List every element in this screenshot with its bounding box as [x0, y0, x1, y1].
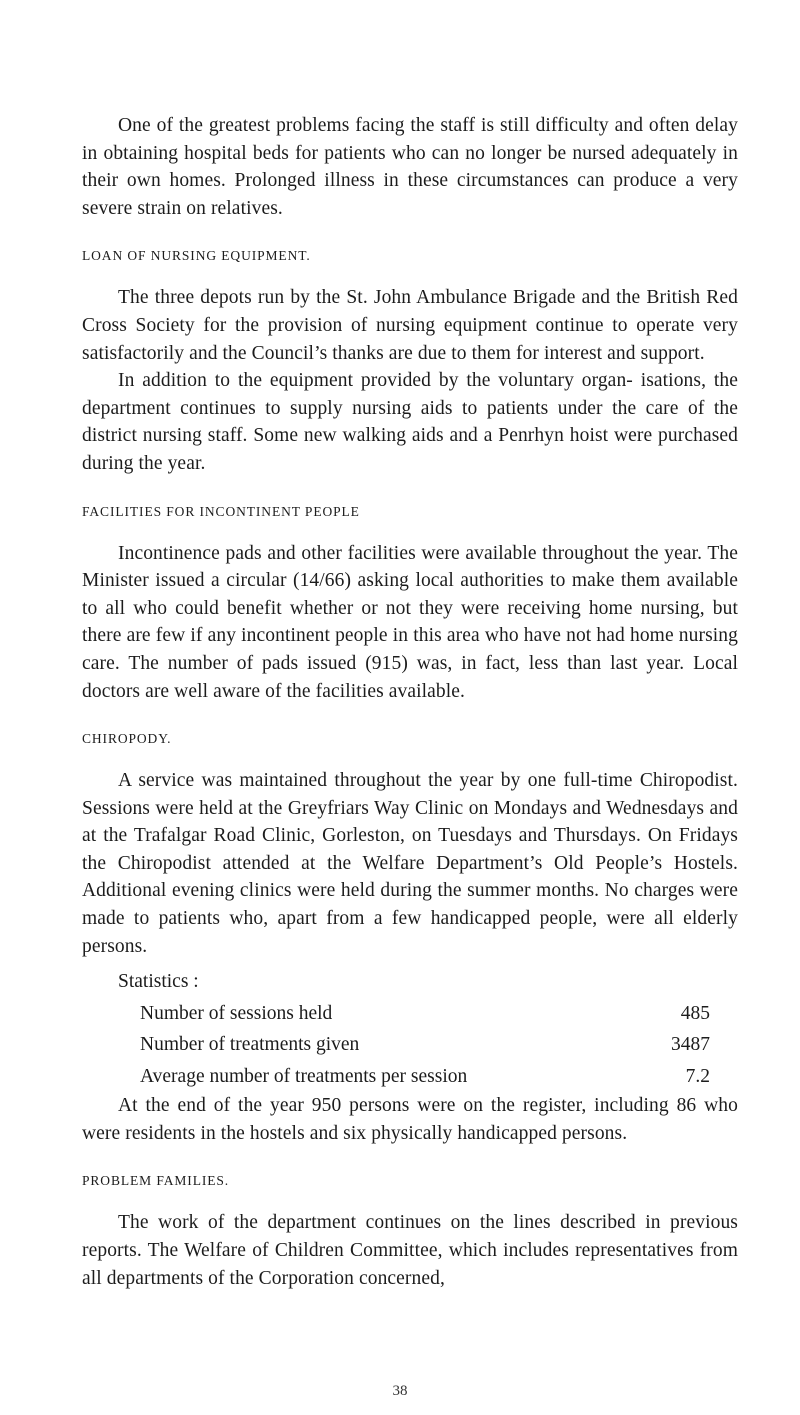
loan-paragraph-2: In addition to the equipment provided by the voluntary organ- isations, the department continues to supply nursing aids to patients under the care of the district nursing staff. Some new walking aids and a Penrhyn hoist were purchased during the year. — [82, 370, 738, 474]
stat-row — [118, 1029, 710, 1061]
incontinent-heading: FACILITIES FOR INCONTINENT PEOPLE — [82, 503, 360, 519]
loan-heading: LOAN OF NURSING EQUIPMENT. — [82, 248, 311, 264]
problem-families-heading: PROBLEM FAMILIES. — [82, 1173, 230, 1189]
stat-value: 485 — [680, 1002, 710, 1024]
statistics-table — [118, 966, 710, 1092]
stat-row — [118, 1061, 710, 1093]
stat-value: 7.2 — [685, 1065, 710, 1087]
stat-label: Average number of treatments per session — [140, 1065, 468, 1087]
stat-label: Number of sessions held — [140, 1002, 333, 1024]
intro-paragraph: One of the greatest problems facing the staff is still difficulty and often delay in obtaining hospital beds for patients who can no longer be nursed adequately in their own homes. Prolonged illness in these circumstances can produce a very severe strain on relatives. — [82, 115, 738, 219]
statistics-title: Statistics : — [118, 971, 199, 993]
document-page — [82, 112, 738, 1292]
stat-label: Number of treatments given — [140, 1034, 360, 1056]
stat-value: 3487 — [671, 1034, 710, 1056]
loan-paragraph-1: The three depots run by the St. John Ambulance Brigade and the British Red Cross Society for the provision of nursing equipment continue to operate very satisfactorily and the Council’s thanks are due to them for interest and support. — [82, 287, 738, 364]
page-number: 38 — [392, 1383, 408, 1399]
problem-families-paragraph: The work of the department continues on the lines described in previous reports. The Welfare of Children Committee, which includes representatives from all departments of the Corporation concerned, — [82, 1212, 738, 1289]
chiropody-paragraph-2: At the end of the year 950 persons were on the register, including 86 who were residents in the hostels and six physically handicapped persons. — [82, 1095, 738, 1144]
stat-row — [118, 998, 710, 1030]
incontinent-paragraph: Incontinence pads and other facilities were available throughout the year. The Minister issued a circular (14/66) asking local authorities to make them available to all who could benefit whether or not they were receiving home nursing, but there are few if any incontinent people in this area who have not had home nursing care. The number of pads issued (915) was, in fact, less than last year. Local doctors are well aware of the facilities available. — [82, 542, 738, 702]
chiropody-paragraph-1: A service was maintained throughout the year by one full-time Chiropodist. Sessions were held at the Greyfriars Way Clinic on Mondays and Wednesdays and at the Trafalgar Road Clinic, Gorleston, on Tuesdays and Thursdays. On Fridays the Chiropodist attended at the Welfare Department’s Old People’s Hostels. Additional evening clinics were held during the summer months. No charges were made to patients who, apart from a few handicapped people, were all elderly persons. — [82, 770, 738, 957]
chiropody-heading: CHIROPODY. — [82, 731, 172, 747]
